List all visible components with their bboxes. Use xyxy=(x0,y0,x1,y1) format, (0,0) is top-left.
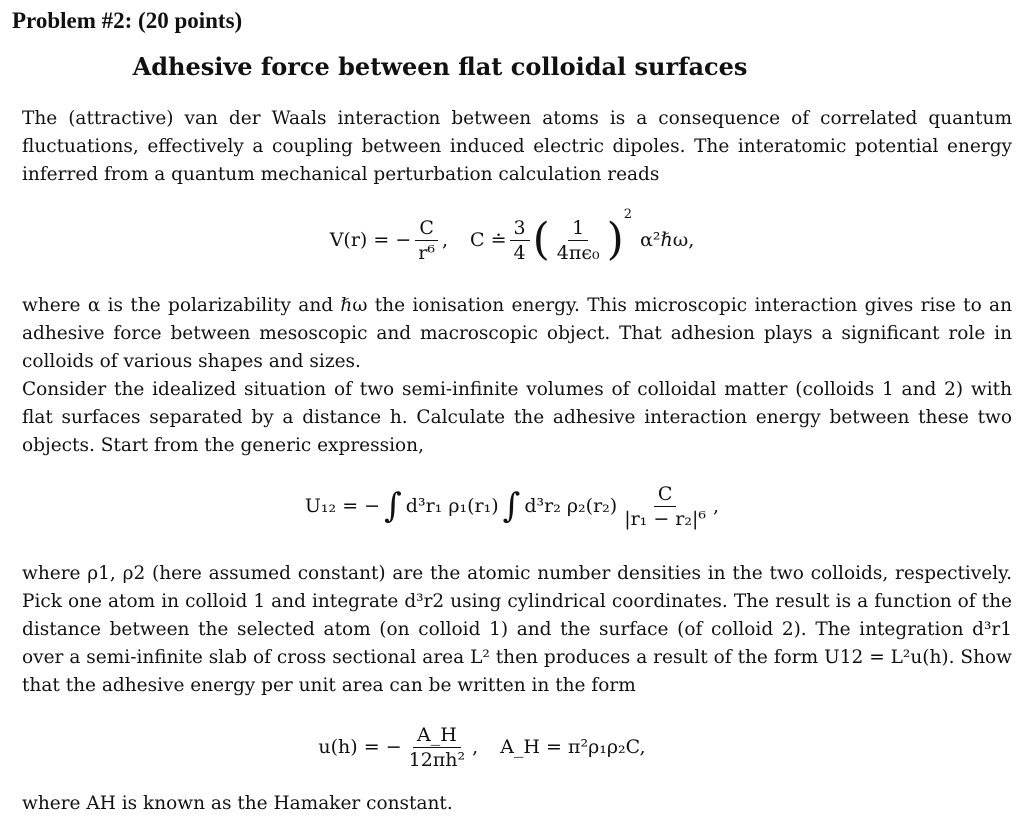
eq2-frac xyxy=(620,482,710,531)
eq3-lhs: u(h) = − xyxy=(318,736,402,758)
eq1-frac-3-4 xyxy=(510,216,530,265)
eq1-frac-coulomb xyxy=(553,216,604,265)
eq1-exponent: 2 xyxy=(623,207,633,222)
paragraph-polarizability: where α is the polarizability and ℏω the ionisation energy. This microscopic interaction gives rise to an adhesive force between mesoscopic and macroscopic object. That adhesion plays a significant role in colloids of various shapes and sizes. xyxy=(22,295,1012,372)
paragraph-intro: The (attractive) van der Waals interaction between atoms is a consequence of correlated quantum fluctuations, effectively a coupling between induced electric dipoles. The interatomic potential energy inferred from a quantum mechanical perturbation calculation reads xyxy=(22,108,1012,185)
eq2-den: |r₁ − r₂|⁶ xyxy=(624,507,707,530)
integral-sign-1: ∫ xyxy=(384,486,402,526)
eq2-int2: d³r₂ ρ₂(r₂) xyxy=(524,495,618,517)
equation-potential: V(r) = − $\frac{C}{\text{r⁶}}$ , C ≐ $\frac{3}{4}$ ( $\frac{1}{\text{4πϵ₀}}$ ) $^2$ α²ℏω, xyxy=(329,207,695,265)
eq3-den: 12πh² xyxy=(408,748,466,771)
equation-hamaker: u(h) = − $\frac{A\_H}{\text{12πh²}}$ , A_H = π²ρ₁ρ₂C, xyxy=(318,723,646,771)
eq1-frac-c-r6 xyxy=(414,216,439,265)
eq1-den-4: 4 xyxy=(513,241,526,264)
problem-header: Problem #2: (20 points) xyxy=(12,8,243,33)
eq1-lhs: V(r) = − xyxy=(329,229,412,251)
eq3-frac xyxy=(405,723,470,772)
equation-interaction-energy: U₁₂ = − ∫ d³r₁ ρ₁(r₁) ∫ d³r₂ ρ₂(r₂) $\frac{C}{\text{|r₁ − r₂|⁶}}$ , xyxy=(304,482,720,530)
eq2-num: C xyxy=(654,482,677,507)
eq2-int1: d³r₁ ρ₁(r₁) xyxy=(405,495,499,517)
eq2-lhs: U₁₂ = − xyxy=(304,495,381,517)
eq3-rhs: A_H = π²ρ₁ρ₂C, xyxy=(500,736,646,758)
eq1-den-4pie0: 4πϵ₀ xyxy=(556,241,600,264)
eq1-num-3: 3 xyxy=(510,216,530,241)
paragraph-instructions: where ρ1, ρ2 (here assumed constant) are the atomic number densities in the two colloids, respectively. Pick one atom in colloid 1 and integrate d³r2 using cylindrical coordinates. The result is a function of the distance between the selected atom (on colloid 1) and the surface (of colloid 2). The integration d³r1 over a semi-infinite slab of cross sectional area L² then produces a result of the form U12 = L²u(h). Show that the adhesive energy per unit area can be written in the form xyxy=(22,563,1012,696)
eq3-num: A_H xyxy=(413,723,461,748)
eq1-den: r⁶ xyxy=(418,241,435,264)
eq1-rhs: α²ℏω, xyxy=(640,229,695,251)
eq1-num: C xyxy=(415,216,438,241)
paragraph-setup: Consider the idealized situation of two semi-infinite volumes of colloidal matter (colloids 1 and 2) with flat surfaces separated by a distance h. Calculate the adhesive interaction energy between these two objects. Start from the generic expression, xyxy=(22,379,1012,456)
paragraph-hamaker-note: where AH is known as the Hamaker constant. xyxy=(22,793,453,814)
problem-title: Adhesive force between flat colloidal surfaces xyxy=(132,52,748,81)
eq1-num-1: 1 xyxy=(568,216,588,241)
eq1-c-def: C ≐ xyxy=(470,229,507,251)
integral-sign-2: ∫ xyxy=(502,486,521,526)
